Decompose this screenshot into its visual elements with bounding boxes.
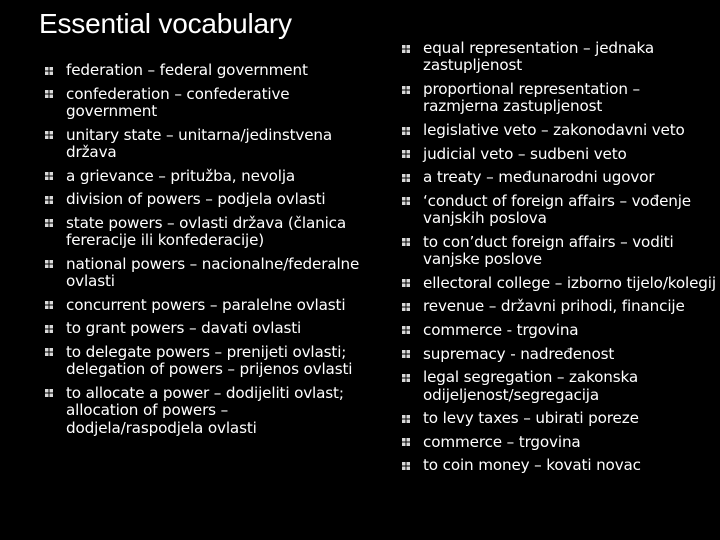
- list-item: [42, 256, 362, 291]
- vocabulary-entry-text: to con’duct foreign affairs – voditi vanjske poslove: [423, 232, 674, 269]
- square-bullet-icon: [44, 300, 54, 310]
- vocabulary-entry-text: division of powers – podjela ovlasti: [66, 190, 326, 209]
- list-item: [399, 457, 717, 474]
- vocabulary-entry-text: to allocate a power – dodijeliti ovlast; allocation of powers – dodjela/raspodjela ovlasti: [66, 383, 344, 437]
- list-item: [399, 81, 717, 116]
- square-bullet-icon: [401, 173, 411, 183]
- vocabulary-entry-text: ellectoral college – izborno tijelo/kolegij: [423, 273, 716, 292]
- list-item: [42, 191, 362, 208]
- vocabulary-entry-text: federation – federal government: [66, 61, 308, 79]
- square-bullet-icon: [44, 130, 54, 140]
- square-bullet-icon: [401, 414, 411, 424]
- list-item: [42, 320, 362, 337]
- square-bullet-icon: [44, 324, 54, 334]
- slide-title: Essential vocabulary: [39, 8, 292, 39]
- vocabulary-entry-text: concurrent powers – paralelne ovlasti: [66, 295, 346, 314]
- vocabulary-entry-text: legal segregation – zakonska odijeljenost/segregacija: [423, 368, 638, 404]
- list-item: [42, 127, 362, 162]
- square-bullet-icon: [401, 85, 411, 95]
- vocabulary-entry-text: to levy taxes – ubirati poreze: [423, 409, 639, 428]
- vocabulary-entry-text: commerce – trgovina: [423, 432, 581, 451]
- list-item: [399, 40, 717, 75]
- vocabulary-entry-text: revenue – državni prihodi, financije: [423, 297, 685, 316]
- vocabulary-entry-text: unitary state – unitarna/jedinstvena država: [66, 125, 333, 161]
- vocabulary-entry-text: national powers – nacionalne/federalne ovlasti: [66, 254, 360, 291]
- vocabulary-entry-text: commerce - trgovina: [423, 320, 579, 339]
- vocabulary-entry-text: confederation – confederative government: [66, 84, 290, 120]
- vocabulary-entry-text: ‘conduct of foreign affairs – vođenje vanjskih poslova: [423, 191, 692, 228]
- vocabulary-entry-text: a treaty – međunarodni ugovor: [423, 168, 655, 187]
- square-bullet-icon: [44, 66, 54, 76]
- list-item: [42, 215, 362, 250]
- square-bullet-icon: [44, 218, 54, 228]
- square-bullet-icon: [44, 171, 54, 181]
- square-bullet-icon: [401, 126, 411, 136]
- vocabulary-entry-text: a grievance – pritužba, nevolja: [66, 166, 296, 185]
- square-bullet-icon: [401, 149, 411, 159]
- square-bullet-icon: [401, 44, 411, 54]
- square-bullet-icon: [401, 325, 411, 335]
- list-item: [42, 297, 362, 314]
- list-item: [399, 369, 717, 404]
- list-item: [42, 385, 362, 437]
- square-bullet-icon: [44, 195, 54, 205]
- vocabulary-entry-text: to grant powers – davati ovlasti: [66, 319, 302, 338]
- list-item: [42, 168, 362, 185]
- square-bullet-icon: [44, 89, 54, 99]
- list-item: [399, 275, 717, 292]
- square-bullet-icon: [401, 373, 411, 383]
- list-item: [42, 86, 362, 121]
- list-item: [399, 146, 717, 163]
- vocabulary-entry-text: state powers – ovlasti država (članica fereracije ili konfederacije): [66, 213, 347, 250]
- square-bullet-icon: [401, 461, 411, 471]
- list-item: [399, 193, 717, 228]
- list-item: [42, 344, 362, 379]
- square-bullet-icon: [44, 259, 54, 269]
- square-bullet-icon: [401, 278, 411, 288]
- square-bullet-icon: [401, 237, 411, 247]
- list-item: [399, 122, 717, 139]
- list-item: [42, 62, 362, 79]
- vocabulary-entry-text: supremacy - nadređenost: [423, 344, 615, 363]
- vocabulary-entry-text: to delegate powers – prenijeti ovlasti; delegation of powers – prijenos ovlasti: [66, 342, 353, 379]
- square-bullet-icon: [44, 388, 54, 398]
- list-item: [399, 234, 717, 269]
- square-bullet-icon: [401, 349, 411, 359]
- list-item: [399, 322, 717, 339]
- vocabulary-entry-text: judicial veto – sudbeni veto: [423, 144, 627, 163]
- list-item: [399, 298, 717, 315]
- list-item: [399, 434, 717, 451]
- square-bullet-icon: [401, 196, 411, 206]
- square-bullet-icon: [44, 347, 54, 357]
- square-bullet-icon: [401, 437, 411, 447]
- right-vocabulary-list: [399, 40, 717, 481]
- list-item: [399, 169, 717, 186]
- list-item: [399, 410, 717, 427]
- square-bullet-icon: [401, 302, 411, 312]
- vocabulary-entry-text: proportional representation – razmjerna zastupljenost: [423, 80, 640, 116]
- vocabulary-entry-text: legislative veto – zakonodavni veto: [423, 121, 685, 139]
- list-item: [399, 346, 717, 363]
- vocabulary-entry-text: equal representation – jednaka zastupljenost: [423, 39, 655, 75]
- vocabulary-entry-text: to coin money – kovati novac: [423, 456, 641, 475]
- left-vocabulary-list: [42, 62, 362, 443]
